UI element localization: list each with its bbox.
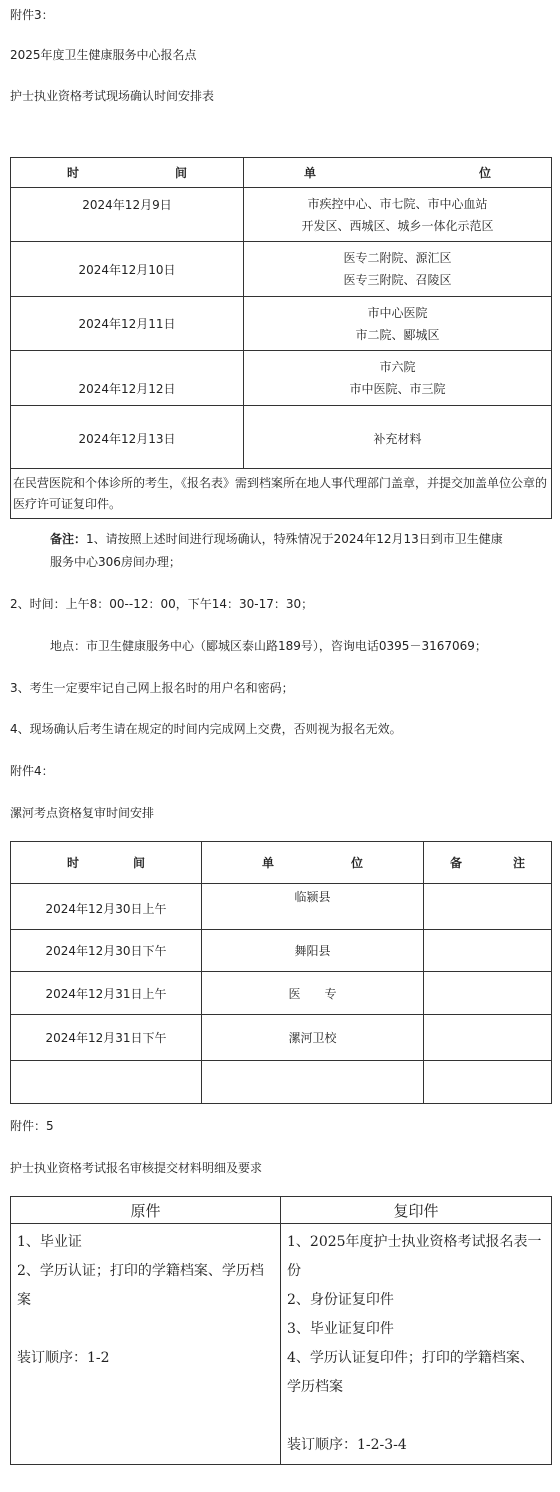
table-row bbox=[11, 1224, 552, 1465]
copy-binding-order: 装订顺序：1-2-3-4 bbox=[287, 1437, 407, 1453]
table-header-row bbox=[11, 1197, 552, 1224]
header-time: 时 间 bbox=[11, 842, 202, 884]
table-row bbox=[11, 1015, 552, 1061]
remark-1-line2: 服务中心306房间办理； bbox=[50, 555, 181, 569]
date-cell: 2024年12月11日 bbox=[11, 297, 244, 351]
table-row bbox=[11, 406, 552, 469]
table-row bbox=[11, 242, 552, 297]
table-header-row bbox=[11, 158, 552, 188]
date-cell: 2024年12月31日下午 bbox=[11, 1015, 202, 1061]
table-row bbox=[11, 930, 552, 972]
copy-item: 2、身份证复印件 bbox=[287, 1292, 394, 1308]
date-cell: 2024年12月13日 bbox=[11, 406, 244, 469]
date-cell: 2024年12月30日下午 bbox=[11, 930, 202, 972]
copy-item: 4、学历认证复印件；打印的学籍档案、学历档案 bbox=[287, 1350, 534, 1395]
table-row bbox=[11, 188, 552, 242]
original-item: 2、学历认证；打印的学籍档案、学历档案 bbox=[17, 1263, 264, 1308]
attachment3-label: 附件3： bbox=[10, 8, 54, 22]
original-binding-order: 装订顺序：1-2 bbox=[17, 1350, 110, 1366]
table-row bbox=[11, 884, 552, 930]
remark-cell bbox=[424, 972, 552, 1015]
remark-2-location: 地点：市卫生健康服务中心（郾城区泰山路189号），咨询电话0395－3167069； bbox=[50, 639, 487, 653]
unit-cell: 医 专 bbox=[202, 972, 424, 1015]
remark-1-line1: 备注：1、请按照上述时间进行现场确认，特殊情况于2024年12月13日到市卫生健康 bbox=[50, 532, 503, 546]
original-materials-cell bbox=[11, 1224, 281, 1465]
remark-3: 3、考生一定要牢记自己网上报名时的用户名和密码； bbox=[10, 681, 294, 695]
copy-item: 1、2025年度护士执业资格考试报名表一份 bbox=[287, 1234, 542, 1279]
table-note-row bbox=[11, 469, 552, 519]
attachment4-title: 漯河考点资格复审时间安排 bbox=[10, 806, 155, 820]
remark-cell bbox=[424, 930, 552, 972]
header-unit: 单 位 bbox=[202, 842, 424, 884]
remark-cell bbox=[424, 1015, 552, 1061]
confirmation-schedule-table bbox=[10, 157, 552, 519]
unit-cell: 临颍县 bbox=[202, 884, 424, 930]
date-cell: 2024年12月10日 bbox=[11, 242, 244, 297]
table-header-row bbox=[11, 842, 552, 884]
date-cell: 2024年12月31日上午 bbox=[11, 972, 202, 1015]
table-row bbox=[11, 297, 552, 351]
attachment3-subtitle: 护士执业资格考试现场确认时间安排表 bbox=[10, 89, 215, 103]
header-unit: 单 位 bbox=[244, 158, 552, 188]
table-row-empty bbox=[11, 1061, 552, 1104]
header-remark: 备 注 bbox=[424, 842, 552, 884]
attachment5-title: 护士执业资格考试报名审核提交材料明细及要求 bbox=[10, 1161, 263, 1175]
unit-cell: 市中心医院 市二院、郾城区 bbox=[244, 297, 552, 351]
review-schedule-table bbox=[10, 841, 552, 1104]
unit-cell: 漯河卫校 bbox=[202, 1015, 424, 1061]
copy-item: 3、毕业证复印件 bbox=[287, 1321, 394, 1337]
unit-cell: 补充材料 bbox=[244, 406, 552, 469]
unit-cell: 市疾控中心、市七院、市中心血站 开发区、西城区、城乡一体化示范区 bbox=[244, 188, 552, 242]
header-time: 时 间 bbox=[11, 158, 244, 188]
table-row bbox=[11, 972, 552, 1015]
header-copy: 复印件 bbox=[281, 1197, 552, 1224]
attachment3-title: 2025年度卫生健康服务中心报名点 bbox=[10, 48, 197, 62]
private-clinic-note: 在民营医院和个体诊所的考生，《报名表》需到档案所在地人事代理部门盖章，并提交加盖单位公章的医疗许可证复印件。 bbox=[11, 469, 552, 519]
unit-cell: 舞阳县 bbox=[202, 930, 424, 972]
original-item: 1、毕业证 bbox=[17, 1234, 82, 1250]
unit-cell: 市六院 市中医院、市三院 bbox=[244, 351, 552, 406]
attachment4-label: 附件4： bbox=[10, 764, 54, 778]
materials-table bbox=[10, 1196, 552, 1465]
remark-2-time: 2、时间：上午8：00--12：00，下午14：30-17：30； bbox=[10, 597, 314, 611]
remark-cell bbox=[424, 884, 552, 930]
copy-materials-cell bbox=[281, 1224, 552, 1465]
date-cell: 2024年12月12日 bbox=[11, 351, 244, 406]
table-row bbox=[11, 351, 552, 406]
header-original: 原件 bbox=[11, 1197, 281, 1224]
remark-label: 备注： bbox=[50, 532, 87, 546]
date-cell: 2024年12月30日上午 bbox=[11, 884, 202, 930]
remark-4: 4、现场确认后考生请在规定的时间内完成网上交费，否则视为报名无效。 bbox=[10, 722, 402, 736]
unit-cell: 医专二附院、源汇区 医专三附院、召陵区 bbox=[244, 242, 552, 297]
date-cell: 2024年12月9日 bbox=[11, 188, 244, 242]
attachment5-label: 附件：5 bbox=[10, 1119, 54, 1133]
